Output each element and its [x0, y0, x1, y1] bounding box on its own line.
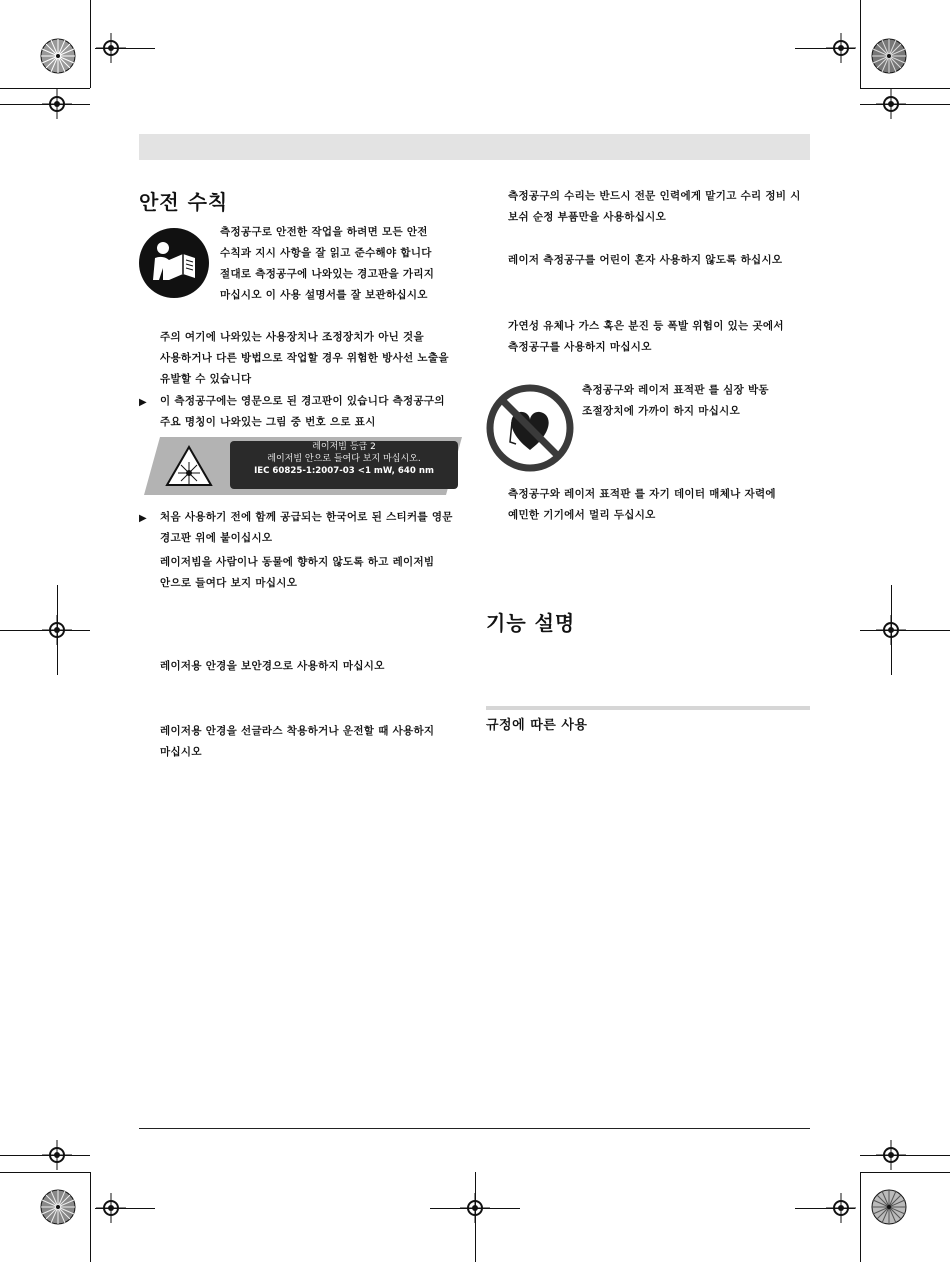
registration-mark-icon — [826, 33, 856, 63]
starburst-target-icon — [871, 38, 907, 74]
laser-warning-line: 레이저빔 안으로 들여다 보지 마십시오. — [267, 454, 421, 464]
subsection-rule — [486, 706, 810, 710]
registration-mark-icon — [460, 1193, 490, 1223]
repair-paragraph: 측정공구의 수리는 반드시 전문 인력에게 맡기고 수리 정비 시 보쉬 순정 부품만을 사용하십시오 — [508, 190, 801, 223]
registration-mark-icon — [826, 1193, 856, 1223]
registration-mark-icon — [876, 1140, 906, 1170]
footer-rule — [139, 1128, 810, 1129]
registration-mark-icon — [96, 1193, 126, 1223]
explosive-paragraph: 가연성 유체나 가스 혹은 분진 등 폭발 위험이 있는 곳에서 측정공구를 사용하지 마십시오 — [508, 320, 784, 353]
laser-label-text — [230, 441, 458, 489]
registration-mark-icon — [876, 615, 906, 645]
registration-mark-icon — [42, 89, 72, 119]
read-manual-icon — [139, 228, 209, 298]
section-heading-function: 기능 설명 — [486, 611, 576, 635]
triangle-bullet-icon: ▶ — [139, 513, 147, 524]
intro-paragraph: 측정공구로 안전한 작업을 하려면 모든 안전 수칙과 지시 사항을 잘 읽고 준수해야 합니다 절대로 측정공구에 나와있는 경고판을 가리지 마십시오 이 사용 설명서를 잘 보관하십시오 — [220, 226, 435, 301]
header-bar — [139, 134, 810, 160]
starburst-target-icon — [40, 1189, 76, 1225]
section-heading-safety: 안전 수칙 — [139, 190, 229, 214]
starburst-target-icon — [871, 1189, 907, 1225]
no-pacemaker-icon — [486, 384, 574, 472]
laser-class-line: 레이저빔 등급 2 — [312, 442, 376, 452]
registration-mark-icon — [876, 89, 906, 119]
registration-mark-icon — [42, 615, 72, 645]
laser-spec-line: IEC 60825-1:2007-03 <1 mW, 640 nm — [254, 466, 434, 476]
magnetic-paragraph: 측정공구와 레이저 표적판 를 자기 데이터 매체나 자력에 예민한 기기에서 멀리 두십시오 — [508, 488, 776, 521]
children-paragraph: 레이저 측정공구를 어린이 혼자 사용하지 않도록 하십시오 — [508, 254, 783, 266]
registration-mark-icon — [42, 1140, 72, 1170]
registration-mark-icon — [96, 33, 126, 63]
caution-paragraph: 주의 여기에 나와있는 사용장치나 조정장치가 아닌 것을 사용하거나 다른 방법으로 작업할 경우 위험한 방사선 노출을 유발할 수 있습니다 — [160, 331, 449, 385]
bullet-paragraph-1: 이 측정공구에는 영문으로 된 경고판이 있습니다 측정공구의 주요 명칭이 나와있는 그림 중 번호 으로 표시 — [160, 395, 445, 428]
bullet-paragraph-2: 처음 사용하기 전에 함께 공급되는 한국어로 된 스티커를 영문 경고판 위에 붙이십시오 — [160, 511, 453, 544]
subsection-heading: 규정에 따른 사용 — [486, 718, 588, 733]
triangle-bullet-icon: ▶ — [139, 397, 147, 408]
laser-glasses-paragraph: 레이저용 안경을 보안경으로 사용하지 마십시오 — [160, 660, 385, 672]
sunglasses-paragraph: 레이저용 안경을 선글라스 착용하거나 운전할 때 사용하지 마십시오 — [160, 725, 435, 758]
pacemaker-paragraph: 측정공구와 레이저 표적판 를 심장 박동 조절장치에 가까이 하지 마십시오 — [582, 384, 769, 417]
laser-beam-paragraph: 레이저빔을 사람이나 동물에 향하지 않도록 하고 레이저빔 안으로 들여다 보지 마십시오 — [160, 556, 435, 589]
starburst-target-icon — [40, 38, 76, 74]
